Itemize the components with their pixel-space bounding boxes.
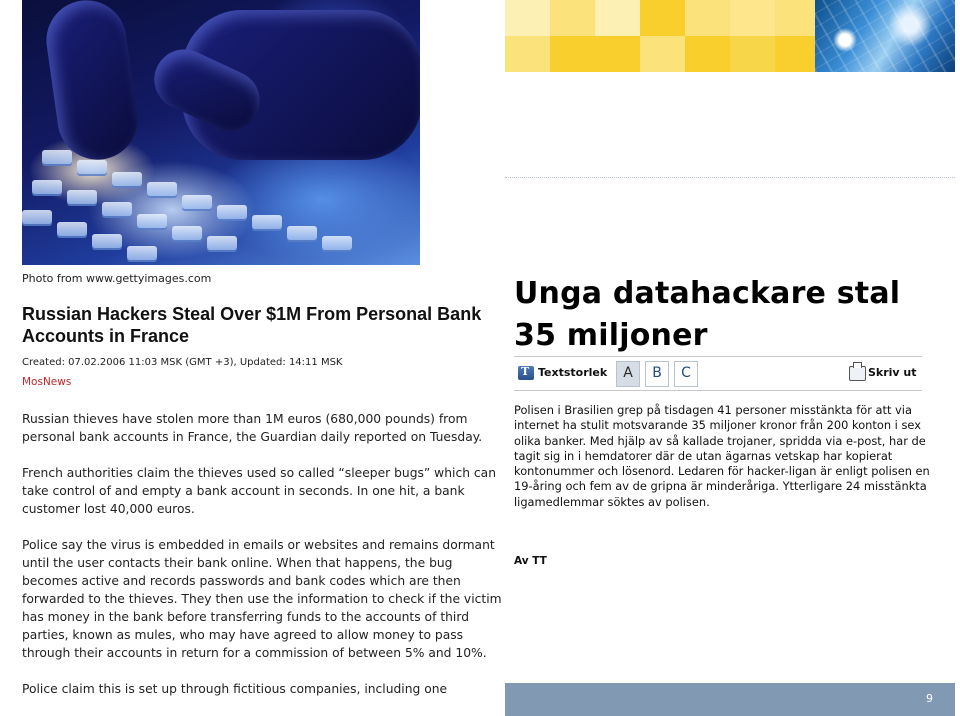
printer-icon[interactable] xyxy=(849,366,866,381)
paragraph: French authorities claim the thieves used so called “sleeper bugs” which can take control of and empty a bank account in seconds. In one hit, a bank customer lost 40,000 euros. xyxy=(22,466,497,516)
globe-image xyxy=(815,0,955,72)
text-size-c-button[interactable]: C xyxy=(674,361,698,387)
paragraph: Russian thieves have stolen more than 1M euros (680,000 pounds) from personal bank accounts in France, the Guardian daily reported on Tuesday. xyxy=(22,412,483,444)
article-headline: Russian Hackers Steal Over $1M From Personal Bank Accounts in France xyxy=(22,304,482,346)
text-size-icon xyxy=(518,366,534,380)
article-source: MosNews xyxy=(22,376,72,388)
print-button[interactable]: Skriv ut xyxy=(868,366,917,379)
swedish-article-title: Unga datahackare stal 35 miljoner xyxy=(514,276,901,353)
text-size-b-button[interactable]: B xyxy=(645,361,669,387)
page-number: 9 xyxy=(926,692,933,705)
paragraph: Police claim this is set up through fictitious companies, including one xyxy=(22,682,448,696)
article-body xyxy=(22,410,502,716)
slide-footer xyxy=(505,683,955,716)
text-size-a-button[interactable]: A xyxy=(616,361,640,387)
photo-credit: Photo from www.gettyimages.com xyxy=(22,272,212,285)
article-toolbar xyxy=(514,356,922,391)
article-byline: Av TT xyxy=(514,555,547,567)
text-size-label: Textstorlek xyxy=(538,366,608,379)
hacker-photo xyxy=(22,0,420,265)
slide-banner xyxy=(505,0,955,72)
divider xyxy=(505,177,955,178)
swedish-article-body: Polisen i Brasilien grep på tisdagen 41 personer misstänkta för att via internet ha stulit motsvarande 35 miljoner kronor från 200 konton i sex olika banker. Med hjälp av så kallade trojaner, spridda via e-post, har de tagit sig in i hemdatorer där de utan ägarnas vetskap har kopierat kontonummer och lösenord. Ledaren för hacker-ligan är enligt polisen en 19-åring och fem av de gripna är minderåriga. Ytterligare 24 misstänkta ligamedlemmar söktes av polisen. xyxy=(514,403,930,509)
paragraph: Police say the virus is embedded in emails or websites and remains dormant until the user contacts their bank online. When that happens, the bug becomes active and records passwords and bank codes which are then forwarded to the thieves. They then use the information to check if the victim has money in the bank before transferring funds to the accounts of third parties, known as mules, who may have agreed to allow money to pass through their accounts in return for a commission of between 5% and 10%. xyxy=(22,538,502,660)
article-meta: Created: 07.02.2006 11:03 MSK (GMT +3), Updated: 14:11 MSK xyxy=(22,357,343,368)
